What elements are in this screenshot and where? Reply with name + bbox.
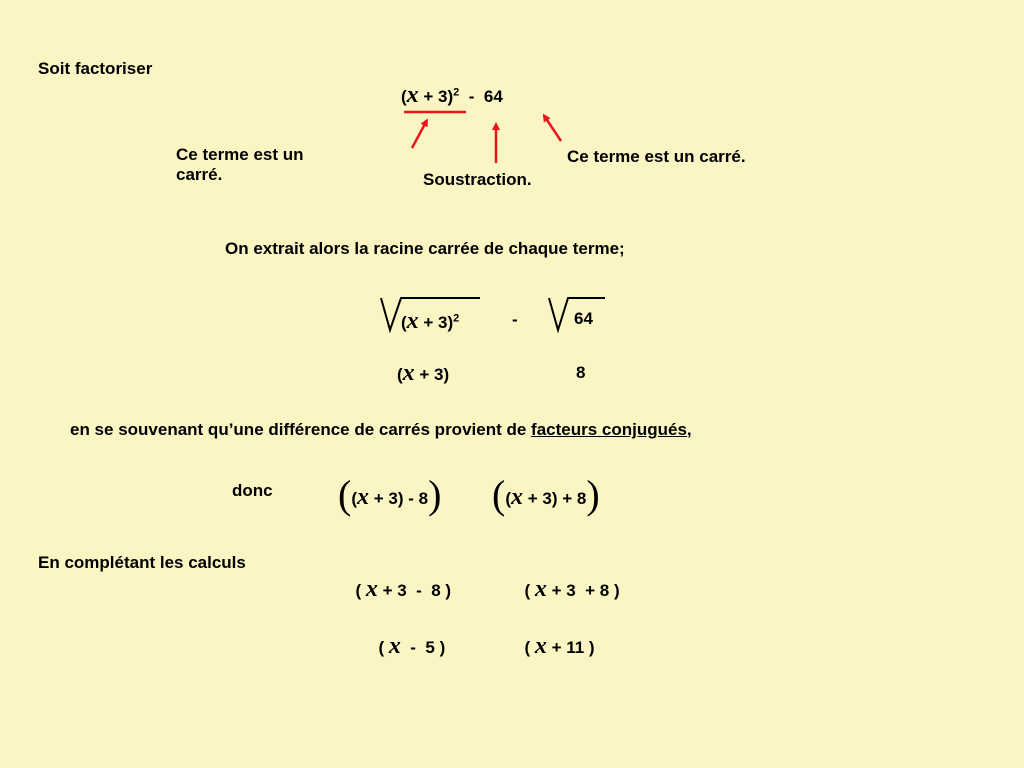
- completion-row1-factor2: ( x + 3 + 8 ): [524, 575, 620, 602]
- completion-row2-factor2: ( x + 11 ): [524, 632, 595, 659]
- variable-x: x: [406, 82, 419, 108]
- root-right-content: 64: [574, 309, 593, 328]
- annotation-subtraction: Soustraction.: [423, 170, 532, 189]
- conjugate-factors-term: facteurs conjugués: [531, 420, 687, 439]
- arrow-right: [545, 117, 561, 141]
- annotation-left: Ce terme est un carré.: [176, 145, 304, 184]
- root-result-right: 8: [576, 363, 586, 382]
- main-expression: $(x + 3)^2 - 64$: [401, 82, 503, 108]
- step-text: On extrait alors la racine carrée de chaque terme;: [225, 239, 625, 258]
- root-result-left: (x + 3): [397, 360, 450, 386]
- recall-sentence: en se souvenant qu’une différence de carrés provient de facteurs conjugués,: [70, 420, 692, 439]
- page-title: Soit factoriser: [38, 59, 153, 78]
- donc-label: donc: [232, 481, 273, 500]
- conjugate-factor-1: ((x + 3) - 8): [338, 472, 442, 517]
- completion-label: En complétant les calculs: [38, 553, 246, 572]
- root-left-content: $(x + 3)^2$: [401, 308, 460, 334]
- arrow-left: [412, 122, 426, 148]
- annotation-right: Ce terme est un carré.: [567, 147, 746, 166]
- completion-row1-factor1: ( x + 3 - 8 ): [355, 575, 452, 602]
- completion-row2-factor1: ( x - 5 ): [378, 632, 446, 659]
- root-minus: -: [512, 310, 518, 329]
- conjugate-factor-2: ((x + 3) + 8): [492, 472, 600, 517]
